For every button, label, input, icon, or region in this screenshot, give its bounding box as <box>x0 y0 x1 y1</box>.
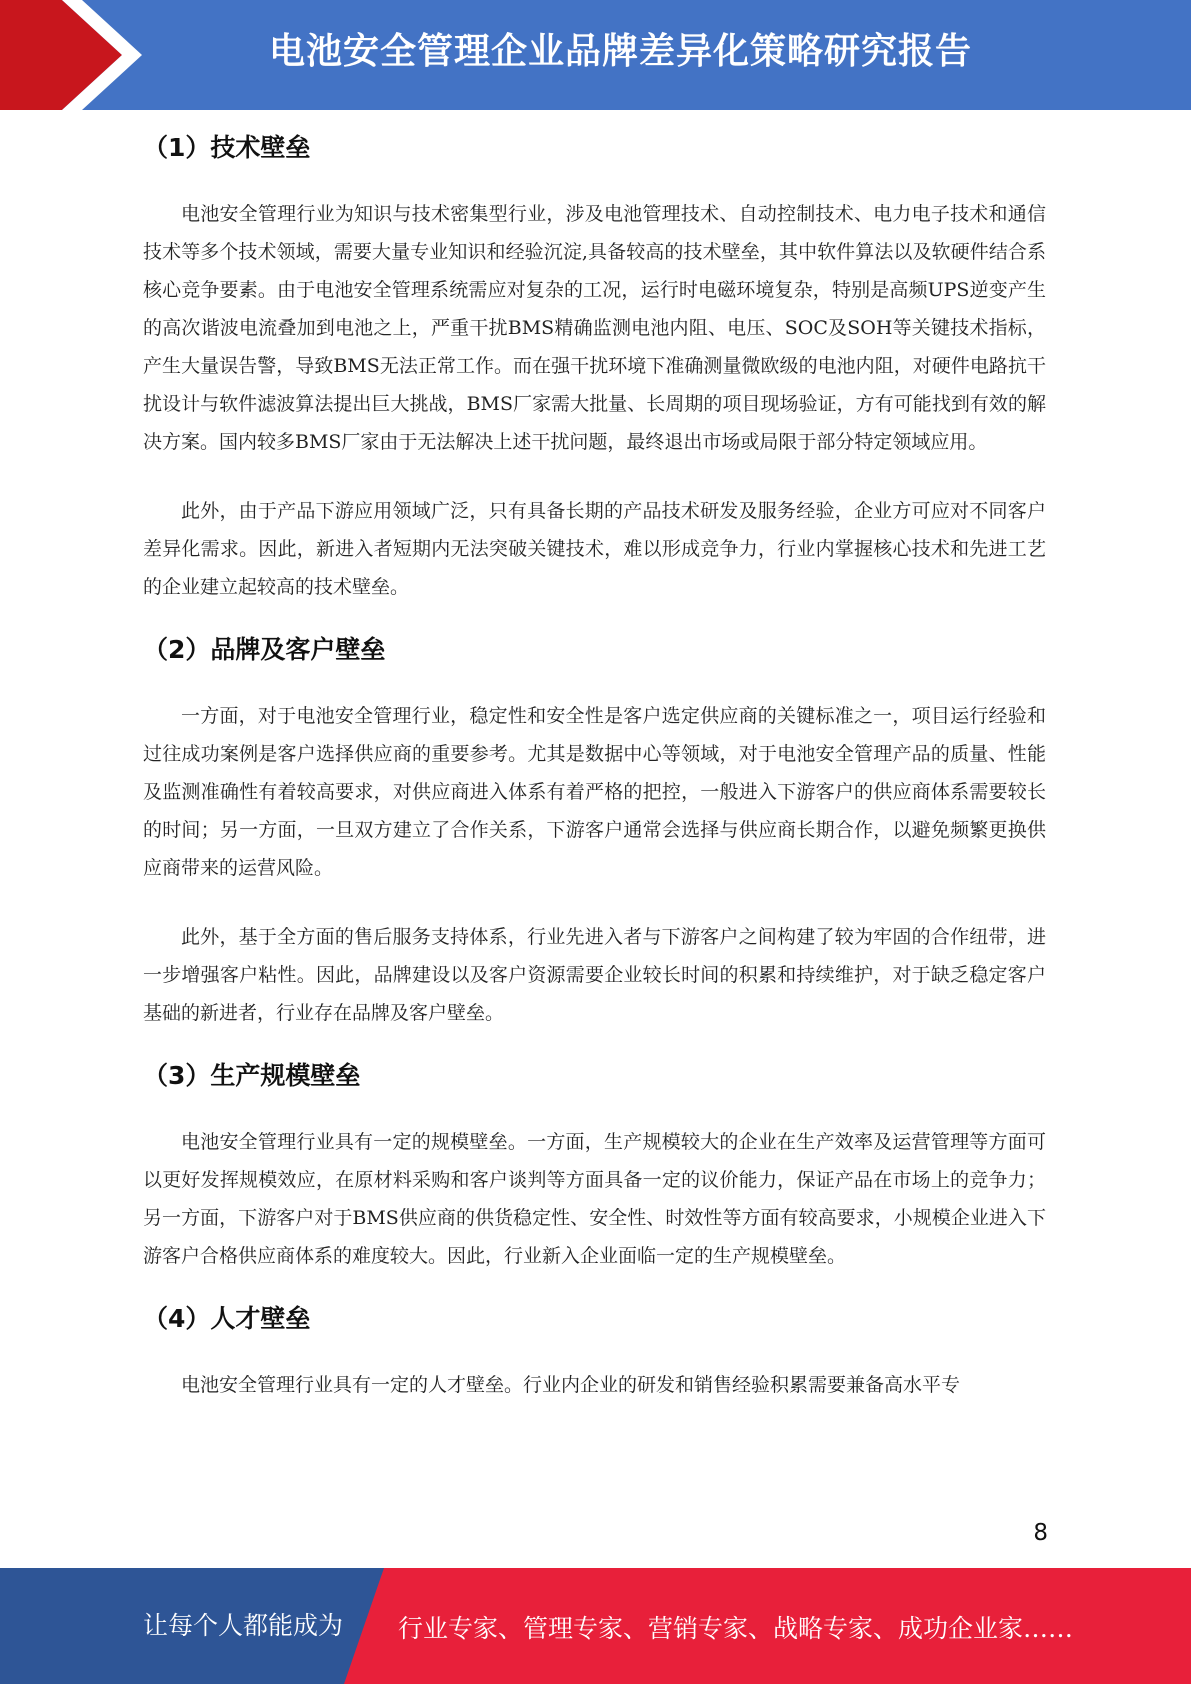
page-header <box>0 0 1191 110</box>
paragraph: 电池安全管理行业为知识与技术密集型行业，涉及电池管理技术、自动控制技术、电力电子技术和通信技术等多个技术领域，需要大量专业知识和经验沉淀,具备较高的技术壁垒，其中软件算法以及软硬件结合系核心竞争要素。由于电池安全管理系统需应对复杂的工况，运行时电磁环境复杂，特别是高频UPS逆变产生的高次谐波电流叠加到电池之上，严重干扰BMS精确监测电池内阻、电压、SOC及SOH等关键技术指标，产生大量误告警，导致BMS无法正常工作。而在强干扰环境下准确测量微欧级的电池内阻，对硬件电路抗干扰设计与软件滤波算法提出巨大挑战，BMS厂家需大批量、长周期的项目现场验证，方有可能找到有效的解决方案。国内较多BMS厂家由于无法解决上述干扰问题，最终退出市场或局限于部分特定领域应用。 <box>143 203 1046 453</box>
header-arrow-decoration <box>0 0 160 110</box>
paragraph: 电池安全管理行业具有一定的规模壁垒。一方面，生产规模较大的企业在生产效率及运营管理等方面可以更好发挥规模效应，在原材料采购和客户谈判等方面具备一定的议价能力，保证产品在市场上的竞争力；另一方面，下游客户对于BMS供应商的供货稳定性、安全性、时效性等方面有较高要求，小规模企业进入下游客户合格供应商体系的难度较大。因此，行业新入企业面临一定的生产规模壁垒。 <box>143 1131 1046 1267</box>
section-heading-production-scale: （3）生产规模壁垒 <box>143 1061 361 1090</box>
main-content <box>143 110 1046 1404</box>
footer-slogan-left: 让每个人都能成为 <box>143 1611 344 1640</box>
footer-slogan-right: 行业专家、管理专家、营销专家、战略专家、成功企业家…… <box>398 1614 1074 1643</box>
report-title: 电池安全管理企业品牌差异化策略研究报告 <box>268 31 972 72</box>
page-number: 8 <box>1033 1520 1048 1546</box>
section-heading-talent: （4）人才壁垒 <box>143 1304 311 1333</box>
paragraph: 一方面，对于电池安全管理行业，稳定性和安全性是客户选定供应商的关键标准之一，项目运行经验和过往成功案例是客户选择供应商的重要参考。尤其是数据中心等领域，对于电池安全管理产品的质量、性能及监测准确性有着较高要求，对供应商进入体系有着严格的把控，一般进入下游客户的供应商体系需要较长的时间；另一方面，一旦双方建立了合作关系，下游客户通常会选择与供应商长期合作，以避免频繁更换供应商带来的运营风险。 <box>143 705 1046 879</box>
section-heading-technology: （1）技术壁垒 <box>143 133 311 162</box>
paragraph: 电池安全管理行业具有一定的人才壁垒。行业内企业的研发和销售经验积累需要兼备高水平专 <box>181 1374 961 1396</box>
page-footer <box>0 1568 1191 1684</box>
paragraph: 此外，基于全方面的售后服务支持体系，行业先进入者与下游客户之间构建了较为牢固的合作纽带，进一步增强客户粘性。因此，品牌建设以及客户资源需要企业较长时间的积累和持续维护，对于缺乏稳定客户基础的新进者，行业存在品牌及客户壁垒。 <box>143 926 1046 1024</box>
section-heading-brand-customer: （2）品牌及客户壁垒 <box>143 635 386 664</box>
paragraph: 此外，由于产品下游应用领域广泛，只有具备长期的产品技术研发及服务经验，企业方可应对不同客户差异化需求。因此，新进入者短期内无法突破关键技术，难以形成竞争力，行业内掌握核心技术和先进工艺的企业建立起较高的技术壁垒。 <box>143 500 1046 598</box>
